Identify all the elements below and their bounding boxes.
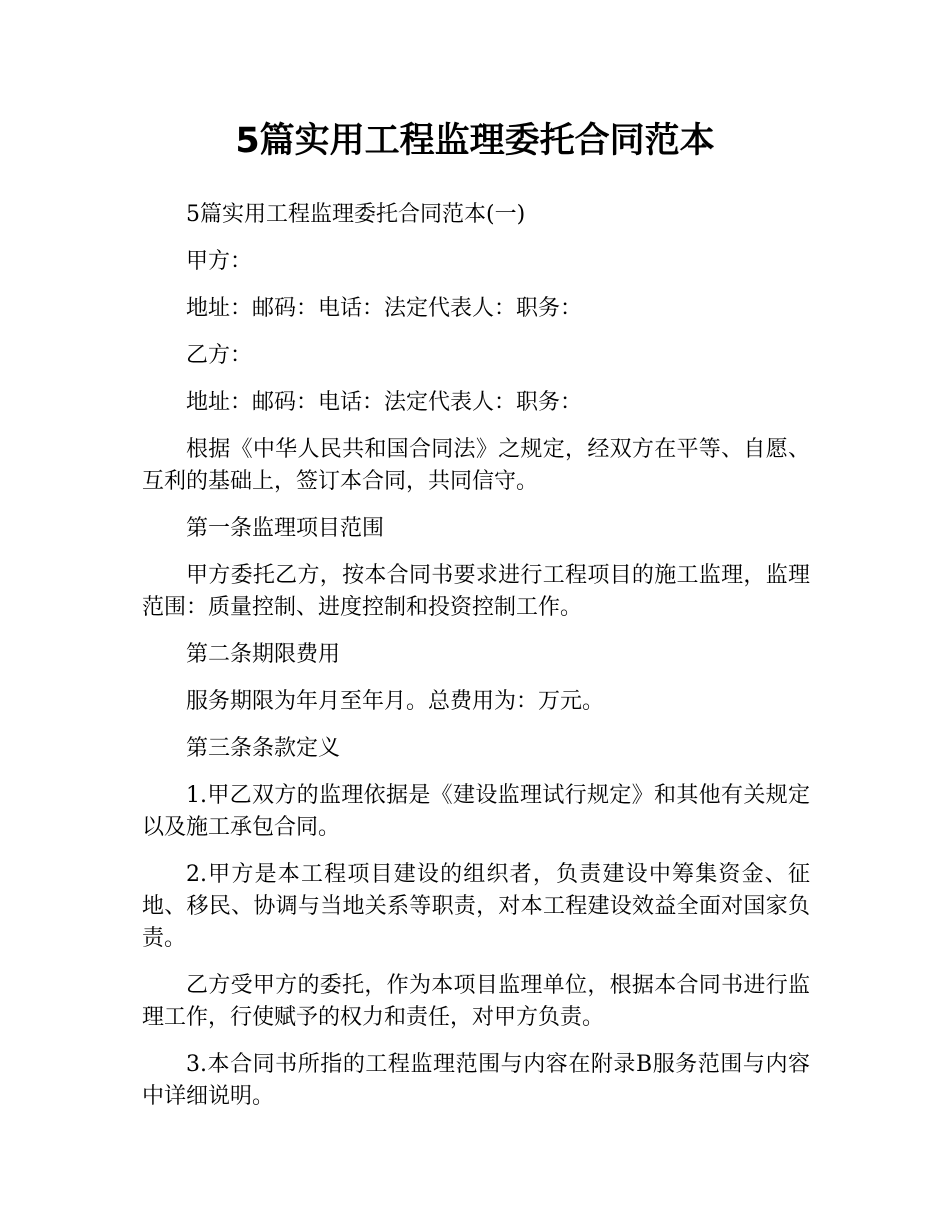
paragraph-article-two-body: 服务期限为年月至年月。总费用为：万元。 <box>186 689 605 714</box>
paragraph-clause-2-continued: 乙方受甲方的委托，作为本项目监理单位，根据本合同书进行监理工作，行使赋予的权力和责任，对甲方负责。 <box>142 973 810 1030</box>
paragraph-article-three-heading: 第三条条款定义 <box>186 736 341 761</box>
paragraph-article-one-heading: 第一条监理项目范围 <box>186 516 385 541</box>
paragraph-party-b: 乙方： <box>186 343 253 368</box>
paragraph-article-two-heading: 第二条期限费用 <box>186 642 341 667</box>
paragraph-article-one-body: 甲方委托乙方，按本合同书要求进行工程项目的施工监理，监理范围：质量控制、进度控制和投资控制工作。 <box>142 563 810 620</box>
paragraph-heading-part-one: 5篇实用工程监理委托合同范本(一) <box>186 202 526 227</box>
paragraph-party-b-contact: 地址：邮码：电话：法定代表人：职务： <box>186 390 583 415</box>
document-title: 5篇实用工程监理委托合同范本 <box>235 121 715 161</box>
paragraph-preamble: 根据《中华人民共和国合同法》之规定，经双方在平等、自愿、互利的基础上，签订本合同，共同信守。 <box>142 437 810 494</box>
paragraph-party-a-contact: 地址：邮码：电话：法定代表人：职务： <box>186 296 583 321</box>
paragraph-clause-2: 2.甲方是本工程项目建设的组织者，负责建设中筹集资金、征地、移民、协调与当地关系等职责，对本工程建设效益全面对国家负责。 <box>142 862 810 951</box>
paragraph-clause-3: 3.本合同书所指的工程监理范围与内容在附录B服务范围与内容中详细说明。 <box>142 1052 810 1109</box>
document-body <box>142 199 810 1128</box>
paragraph-party-a: 甲方： <box>186 249 253 274</box>
paragraph-clause-1: 1.甲乙双方的监理依据是《建设监理试行规定》和其他有关规定以及施工承包合同。 <box>142 783 810 840</box>
